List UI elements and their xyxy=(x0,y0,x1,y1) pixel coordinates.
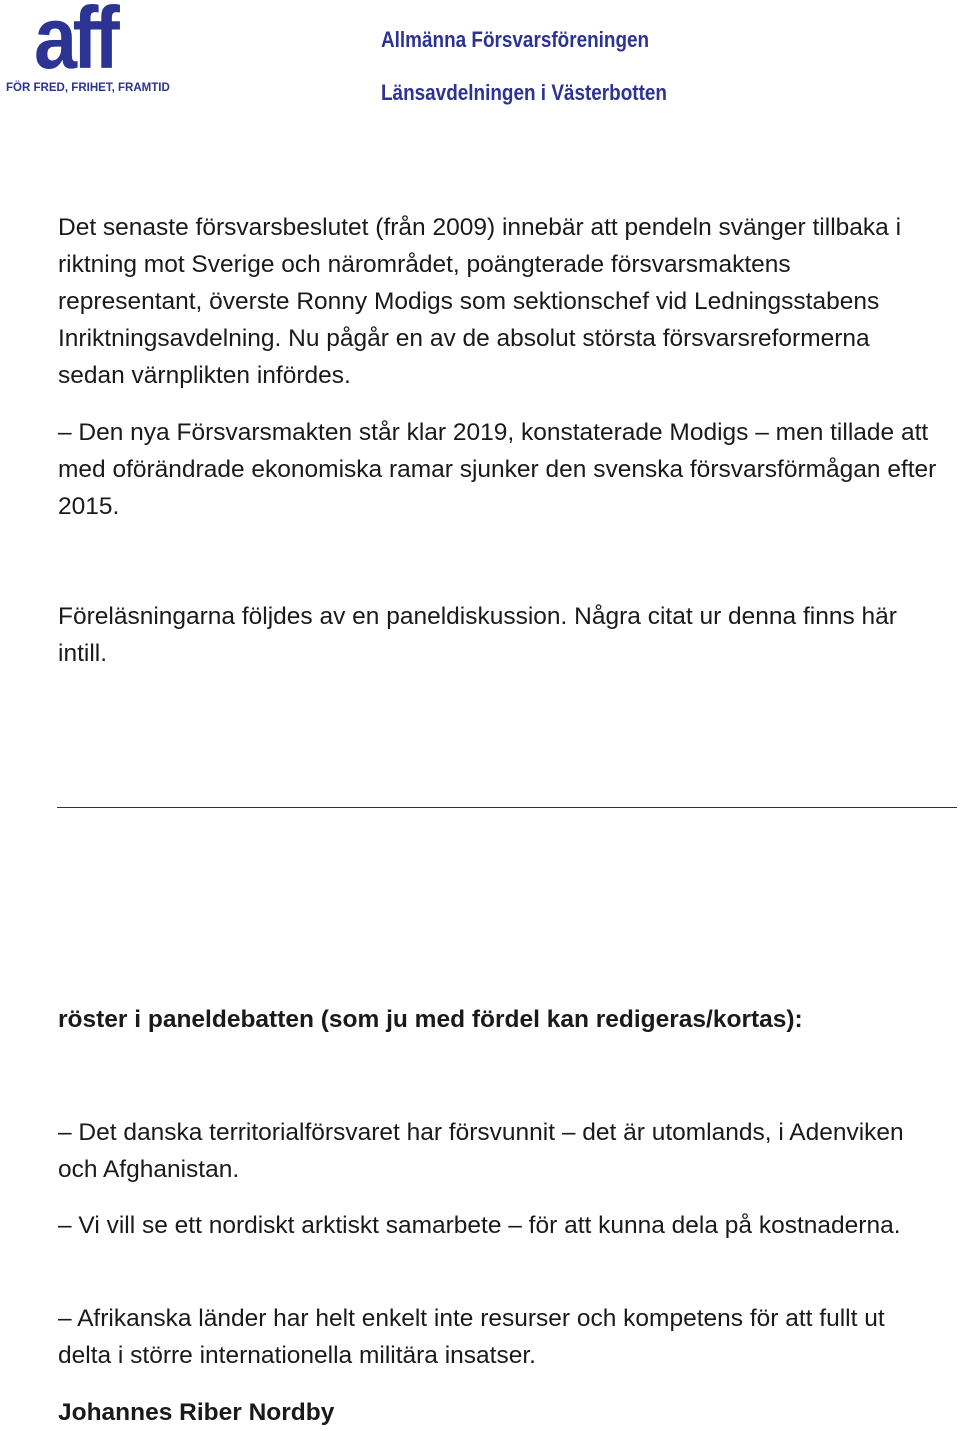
page-header xyxy=(0,0,960,120)
quote: – Afrikanska länder har helt enkelt inte resurser och kompetens för att fullt ut delta i större internationella militära insatser. xyxy=(58,1305,885,1369)
body-paragraph: – Den nya Försvarsmakten står klar 2019, konstaterade Modigs – men tillade att med oförändrade ekonomiska ramar sjunker den svenska försvarsförmågan efter 2015. xyxy=(58,419,937,520)
logo-tagline: FÖR FRED, FRIHET, FRAMTID xyxy=(6,80,170,94)
aff-logo: aff xyxy=(34,0,116,87)
organization-department: Länsavdelningen i Västerbotten xyxy=(381,80,667,105)
section-divider xyxy=(57,807,957,808)
organization-name: Allmänna Försvarsföreningen xyxy=(381,27,650,52)
body-paragraph: Det senaste försvarsbeslutet (från 2009) innebär att pendeln svänger tillbaka i riktning mot Sverige och närområdet, poängterade försvarsmaktens representant, överste Ronny Modigs som sektionschef vid Ledningsstabens Inriktningsavdelning. Nu pågår en av de absolut största försvarsreformerna sedan värnplikten infördes. xyxy=(58,214,902,389)
section-heading: röster i paneldebatten (som ju med fördel kan redigeras/kortas): xyxy=(58,1006,803,1033)
body-paragraph: Föreläsningarna följdes av en paneldiskussion. Några citat ur denna finns här intill. xyxy=(58,603,897,667)
author-name: Johannes Riber Nordby xyxy=(58,1399,335,1426)
quote: – Det danska territorialförsvaret har försvunnit – det är utomlands, i Adenviken och Afghanistan. xyxy=(58,1119,904,1183)
quote: – Vi vill se ett nordiskt arktiskt samarbete – för att kunna dela på kostnaderna. xyxy=(58,1212,901,1239)
